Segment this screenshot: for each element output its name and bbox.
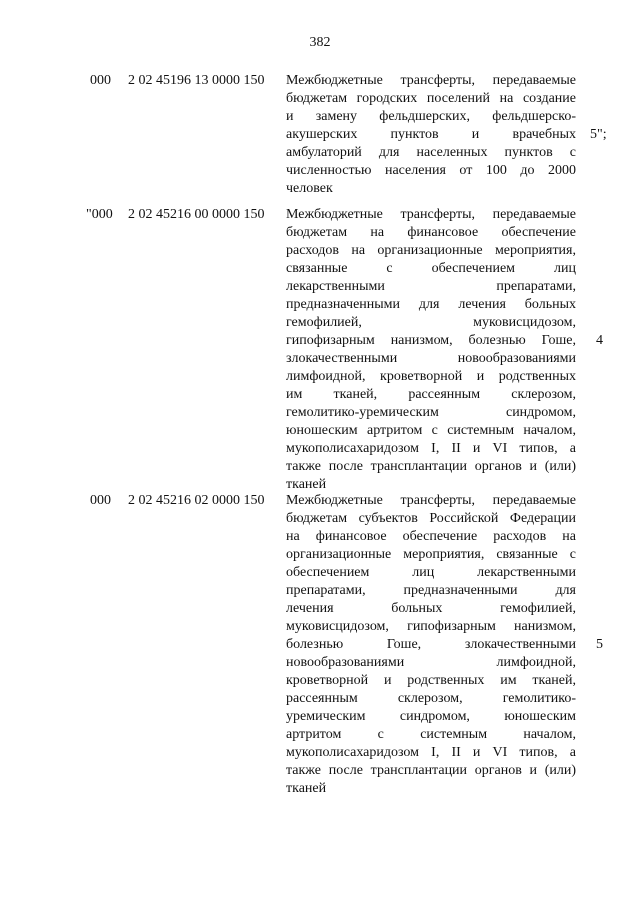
description-line: расходов на организационные мероприятия,: [286, 243, 576, 258]
description-line: препаратами, предназначенными для: [286, 583, 576, 598]
description-line: гипофизарным нанизмом, болезнью Гоше,: [286, 333, 576, 348]
description-line: лечения больных гемофилией,: [286, 601, 576, 616]
admin-code: 000: [90, 73, 111, 88]
description-line: лекарственными препаратами,: [286, 279, 576, 294]
admin-code: "000: [86, 207, 113, 222]
description-line: также после трансплантации органов и (или): [286, 459, 576, 474]
description-line: тканей: [286, 781, 327, 796]
description-line: муковисцидозом, гипофизарным нанизмом,: [286, 619, 576, 634]
description-line: лимфоидной, кроветворной и родственных: [286, 369, 576, 384]
description-line: Межбюджетные трансферты, передаваемые: [286, 493, 576, 508]
description-line: предназначенными для лечения больных: [286, 297, 576, 312]
budget-classification-code: 2 02 45216 00 0000 150: [128, 207, 265, 222]
description-line: рассеянным склерозом, гемолитико-: [286, 691, 576, 706]
description-line: бюджетам на финансовое обеспечение: [286, 225, 576, 240]
description-line: артритом с системным началом,: [286, 727, 576, 742]
description-line: им тканей, рассеянным склерозом,: [286, 387, 576, 402]
description-line: гемолитико-уремическим синдромом,: [286, 405, 576, 420]
page-number: 382: [309, 35, 331, 50]
description-line: на финансовое обеспечение расходов на: [286, 529, 576, 544]
description-line: организационные мероприятия, связанные с: [286, 547, 576, 562]
description-line: численностью населения от 100 до 2000: [286, 163, 576, 178]
description-line: бюджетам субъектов Российской Федерации: [286, 511, 576, 526]
description-line: новообразованиями лимфоидной,: [286, 655, 576, 670]
description-line: уремическим синдромом, юношеским: [286, 709, 576, 724]
entry-value: 5: [596, 637, 603, 652]
description-line: гемофилией, муковисцидозом,: [286, 315, 576, 330]
admin-code: 000: [90, 493, 111, 508]
entry-description: [286, 206, 576, 494]
description-line: также после трансплантации органов и (или): [286, 763, 576, 778]
description-line: и замену фельдшерских, фельдшерско-: [286, 109, 576, 124]
description-line: связанные с обеспечением лиц: [286, 261, 576, 276]
description-line: амбулаторий для населенных пунктов с: [286, 145, 576, 160]
description-line: человек: [286, 181, 333, 196]
budget-classification-code: 2 02 45216 02 0000 150: [128, 493, 265, 508]
description-line: злокачественными новообразованиями: [286, 351, 576, 366]
entry-description: [286, 492, 576, 798]
description-line: кроветворной и родственных им тканей,: [286, 673, 576, 688]
description-line: акушерских пунктов и врачебных: [286, 127, 576, 142]
entry-description: [286, 72, 576, 198]
budget-classification-code: 2 02 45196 13 0000 150: [128, 73, 265, 88]
description-line: обеспечением лиц лекарственными: [286, 565, 576, 580]
description-line: тканей: [286, 477, 327, 492]
entry-value: 4: [596, 333, 603, 348]
entry-value: 5";: [590, 127, 607, 142]
description-line: Межбюджетные трансферты, передаваемые: [286, 73, 576, 88]
description-line: мукополисахаридозом I, II и VI типов, а: [286, 441, 576, 456]
description-line: юношеским артритом с системным началом,: [286, 423, 576, 438]
description-line: мукополисахаридозом I, II и VI типов, а: [286, 745, 576, 760]
description-line: Межбюджетные трансферты, передаваемые: [286, 207, 576, 222]
description-line: бюджетам городских поселений на создание: [286, 91, 576, 106]
description-line: болезнью Гоше, злокачественными: [286, 637, 576, 652]
